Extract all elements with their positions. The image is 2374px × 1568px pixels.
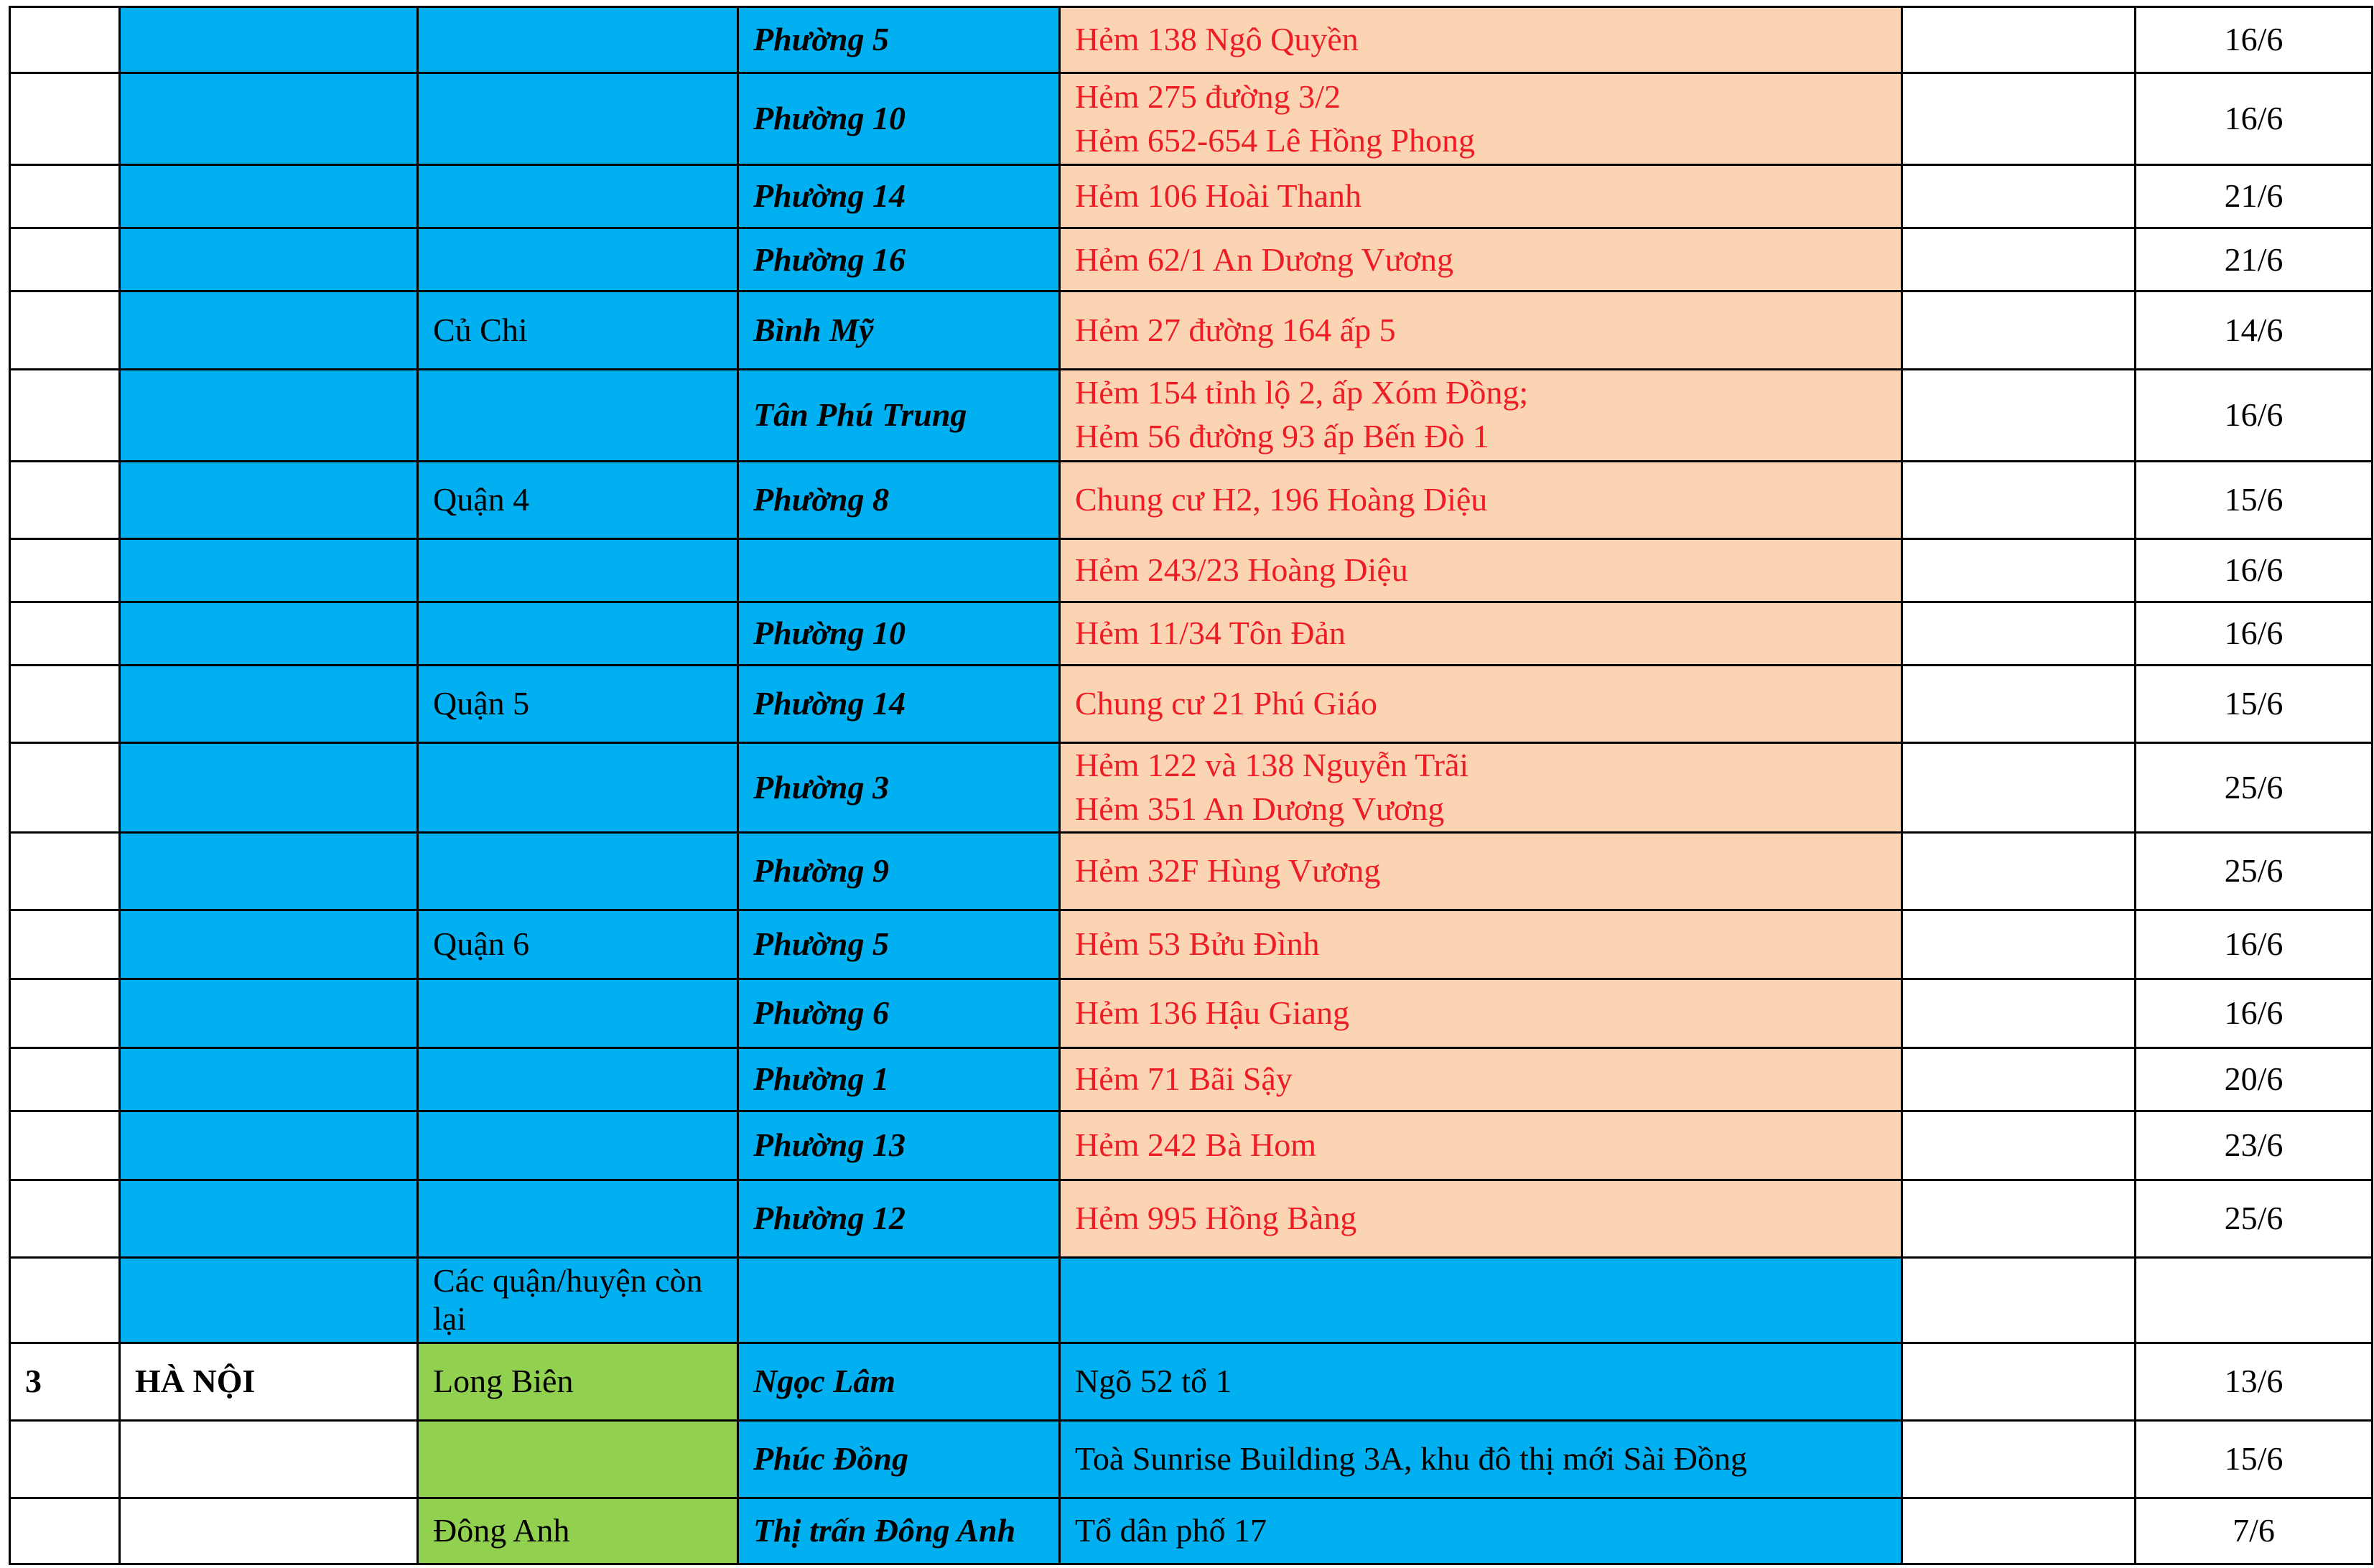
address-cell (1060, 461, 1902, 538)
table-row (10, 369, 2373, 461)
date-cell (2136, 1420, 2373, 1498)
district-label: Quận 6 (433, 925, 530, 963)
table-row (10, 979, 2373, 1047)
date-label: 15/6 (2224, 1439, 2284, 1477)
province-cell (120, 7, 418, 73)
district-label: Củ Chi (433, 311, 528, 348)
ward-label: Ngọc Lâm (753, 1362, 896, 1399)
address-cell (1060, 1498, 1902, 1564)
date-cell (2136, 291, 2373, 369)
ward-cell (738, 73, 1060, 165)
ward-label: Phường 10 (753, 615, 906, 652)
note-cell (1902, 165, 2136, 228)
address-line: Hẻm 71 Bãi Sậy (1075, 1060, 1293, 1098)
district-label: Các quận/huyện còn lại (433, 1262, 703, 1337)
stt-cell (10, 666, 120, 743)
stt-cell (10, 461, 120, 538)
date-label: 25/6 (2224, 1200, 2284, 1237)
date-cell (2136, 602, 2373, 665)
date-label: 21/6 (2224, 177, 2284, 215)
stt-cell (10, 291, 120, 369)
date-label: 15/6 (2224, 685, 2284, 722)
stt-cell (10, 1498, 120, 1564)
district-cell (418, 538, 738, 602)
address-cell (1060, 1048, 1902, 1111)
address-cell (1060, 1420, 1902, 1498)
date-cell (2136, 1498, 2373, 1564)
date-cell (2136, 228, 2373, 291)
stt-cell (10, 228, 120, 291)
address-line: Hẻm 122 và 138 Nguyễn Trãi (1075, 747, 1469, 784)
date-label: 25/6 (2224, 768, 2284, 806)
stt-cell (10, 1048, 120, 1111)
date-label: 16/6 (2224, 551, 2284, 588)
ward-label: Phường 9 (753, 851, 890, 889)
province-cell (120, 602, 418, 665)
ward-cell (738, 1498, 1060, 1564)
address-cell (1060, 1343, 1902, 1420)
district-cell (418, 228, 738, 291)
address-line: Hẻm 32F Hùng Vương (1075, 851, 1381, 889)
date-label: 16/6 (2224, 925, 2284, 963)
province-cell (120, 165, 418, 228)
note-cell (1902, 1420, 2136, 1498)
table-row (10, 1420, 2373, 1498)
ward-cell (738, 538, 1060, 602)
stt-cell (10, 73, 120, 165)
province-cell (120, 369, 418, 461)
date-cell (2136, 832, 2373, 910)
address-line: Hẻm 242 Bà Hom (1075, 1126, 1317, 1164)
address-line: Hẻm 62/1 An Dương Vương (1075, 241, 1454, 278)
ward-cell (738, 1048, 1060, 1111)
date-label: 16/6 (2224, 994, 2284, 1032)
table-row (10, 1111, 2373, 1180)
address-line: Hẻm 351 An Dương Vương (1075, 790, 1445, 827)
date-cell (2136, 1111, 2373, 1180)
stt-cell (10, 979, 120, 1047)
province-cell (120, 291, 418, 369)
district-cell (418, 7, 738, 73)
table-body (10, 7, 2373, 1564)
province-cell (120, 743, 418, 833)
date-cell (2136, 1180, 2373, 1258)
note-cell (1902, 1343, 2136, 1420)
note-cell (1902, 1498, 2136, 1564)
address-cell (1060, 743, 1902, 833)
address-cell (1060, 228, 1902, 291)
ward-label: Phường 16 (753, 241, 906, 278)
ward-label: Thị trấn Đông Anh (753, 1512, 1016, 1549)
stt-cell (10, 1420, 120, 1498)
ward-cell (738, 1180, 1060, 1258)
ward-label: Phường 10 (753, 100, 906, 137)
address-line: Hẻm 56 đường 93 ấp Bến Đò 1 (1075, 418, 1489, 455)
ward-cell (738, 228, 1060, 291)
province-cell (120, 666, 418, 743)
stt-cell (10, 832, 120, 910)
date-cell (2136, 1258, 2373, 1343)
district-cell (418, 832, 738, 910)
district-label: Đông Anh (433, 1512, 570, 1549)
ward-label: Phường 5 (753, 21, 890, 58)
address-cell (1060, 979, 1902, 1047)
date-cell (2136, 979, 2373, 1047)
ward-cell (738, 1420, 1060, 1498)
note-cell (1902, 1048, 2136, 1111)
stt-label: 3 (25, 1362, 42, 1399)
ward-cell (738, 979, 1060, 1047)
province-cell (120, 1258, 418, 1343)
table-row (10, 666, 2373, 743)
address-cell (1060, 73, 1902, 165)
table-row (10, 228, 2373, 291)
note-cell (1902, 538, 2136, 602)
date-cell (2136, 369, 2373, 461)
province-label: HÀ NỘI (135, 1362, 256, 1399)
note-cell (1902, 1111, 2136, 1180)
ward-cell (738, 1343, 1060, 1420)
stt-cell (10, 369, 120, 461)
table-row (10, 832, 2373, 910)
district-cell (418, 165, 738, 228)
stt-cell (10, 743, 120, 833)
address-cell (1060, 7, 1902, 73)
ward-label: Bình Mỹ (753, 311, 874, 348)
address-cell (1060, 1258, 1902, 1343)
district-cell (418, 1258, 738, 1343)
stt-cell (10, 1258, 120, 1343)
address-line: Tổ dân phố 17 (1075, 1512, 1267, 1549)
note-cell (1902, 743, 2136, 833)
address-cell (1060, 832, 1902, 910)
date-cell (2136, 743, 2373, 833)
address-line: Hẻm 27 đường 164 ấp 5 (1075, 311, 1396, 348)
note-cell (1902, 7, 2136, 73)
note-cell (1902, 910, 2136, 979)
table-row (10, 1258, 2373, 1343)
date-cell (2136, 1343, 2373, 1420)
date-cell (2136, 666, 2373, 743)
stt-cell (10, 538, 120, 602)
address-line: Hẻm 136 Hậu Giang (1075, 994, 1349, 1032)
date-label: 14/6 (2224, 311, 2284, 348)
province-cell (120, 979, 418, 1047)
address-line: Ngõ 52 tổ 1 (1075, 1362, 1232, 1399)
district-cell (418, 1343, 738, 1420)
date-cell (2136, 538, 2373, 602)
ward-label: Phường 8 (753, 480, 890, 518)
date-label: 16/6 (2224, 100, 2284, 137)
ward-label: Phường 1 (753, 1060, 890, 1098)
address-line: Hẻm 275 đường 3/2 (1075, 78, 1341, 115)
address-cell (1060, 666, 1902, 743)
ward-label: Phường 6 (753, 994, 890, 1032)
ward-cell (738, 1111, 1060, 1180)
note-cell (1902, 461, 2136, 538)
note-cell (1902, 228, 2136, 291)
province-cell (120, 910, 418, 979)
date-label: 23/6 (2224, 1126, 2284, 1164)
address-line: Hẻm 995 Hồng Bàng (1075, 1200, 1357, 1237)
ward-cell (738, 291, 1060, 369)
province-cell (120, 832, 418, 910)
table-row (10, 1343, 2373, 1420)
district-cell (418, 666, 738, 743)
address-cell (1060, 538, 1902, 602)
district-cell (418, 291, 738, 369)
district-cell (418, 1498, 738, 1564)
address-cell (1060, 602, 1902, 665)
table-row (10, 602, 2373, 665)
district-label: Quận 5 (433, 685, 530, 722)
district-cell (418, 73, 738, 165)
ward-cell (738, 743, 1060, 833)
district-cell (418, 1048, 738, 1111)
address-line: Toà Sunrise Building 3A, khu đô thị mới Sài Đồng (1075, 1439, 1747, 1477)
ward-cell (738, 666, 1060, 743)
date-label: 15/6 (2224, 480, 2284, 518)
ward-label: Phường 13 (753, 1126, 906, 1164)
stt-cell (10, 602, 120, 665)
province-cell (120, 1420, 418, 1498)
address-line: Chung cư H2, 196 Hoàng Diệu (1075, 480, 1488, 518)
province-cell (120, 73, 418, 165)
ward-label: Phường 12 (753, 1200, 906, 1237)
note-cell (1902, 291, 2136, 369)
table-row (10, 538, 2373, 602)
stt-cell (10, 1180, 120, 1258)
stt-cell (10, 165, 120, 228)
district-cell (418, 979, 738, 1047)
date-label: 16/6 (2224, 615, 2284, 652)
table-row (10, 73, 2373, 165)
stt-cell (10, 1111, 120, 1180)
note-cell (1902, 1258, 2136, 1343)
district-cell (418, 910, 738, 979)
date-cell (2136, 165, 2373, 228)
date-cell (2136, 73, 2373, 165)
province-cell (120, 1111, 418, 1180)
ward-cell (738, 910, 1060, 979)
date-label: 25/6 (2224, 851, 2284, 889)
note-cell (1902, 832, 2136, 910)
table-row (10, 743, 2373, 833)
ward-cell (738, 461, 1060, 538)
address-cell (1060, 910, 1902, 979)
date-label: 7/6 (2233, 1512, 2275, 1549)
address-cell (1060, 369, 1902, 461)
province-cell (120, 1498, 418, 1564)
district-cell (418, 602, 738, 665)
stt-cell (10, 1343, 120, 1420)
stt-cell (10, 910, 120, 979)
province-cell (120, 1180, 418, 1258)
ward-cell (738, 7, 1060, 73)
table-row (10, 910, 2373, 979)
date-label: 21/6 (2224, 241, 2284, 278)
district-cell (418, 1420, 738, 1498)
province-cell (120, 228, 418, 291)
address-line: Hẻm 154 tỉnh lộ 2, ấp Xóm Đồng; (1075, 374, 1529, 411)
province-cell (120, 538, 418, 602)
address-cell (1060, 165, 1902, 228)
district-cell (418, 1111, 738, 1180)
table-row (10, 461, 2373, 538)
district-cell (418, 369, 738, 461)
district-label: Long Biên (433, 1362, 574, 1399)
district-label: Quận 4 (433, 480, 530, 518)
address-line: Hẻm 138 Ngô Quyền (1075, 21, 1359, 58)
ward-label: Tân Phú Trung (753, 396, 967, 433)
ward-label: Phúc Đồng (753, 1439, 908, 1477)
address-cell (1060, 1111, 1902, 1180)
table-row (10, 1180, 2373, 1258)
ward-cell (738, 369, 1060, 461)
district-cell (418, 461, 738, 538)
address-cell (1060, 1180, 1902, 1258)
ward-cell (738, 165, 1060, 228)
date-cell (2136, 1048, 2373, 1111)
ward-label: Phường 5 (753, 925, 890, 963)
address-line: Hẻm 106 Hoài Thanh (1075, 177, 1362, 215)
note-cell (1902, 666, 2136, 743)
table-row (10, 291, 2373, 369)
province-cell (120, 1048, 418, 1111)
table-row (10, 1048, 2373, 1111)
date-cell (2136, 7, 2373, 73)
address-cell (1060, 291, 1902, 369)
note-cell (1902, 73, 2136, 165)
date-label: 20/6 (2224, 1060, 2284, 1098)
note-cell (1902, 602, 2136, 665)
table-row (10, 7, 2373, 73)
province-cell (120, 1343, 418, 1420)
address-line: Chung cư 21 Phú Giáo (1075, 685, 1378, 722)
address-line: Hẻm 11/34 Tôn Đản (1075, 615, 1346, 652)
date-label: 16/6 (2224, 396, 2284, 433)
address-line: Hẻm 652-654 Lê Hồng Phong (1075, 121, 1476, 159)
date-label: 16/6 (2224, 21, 2284, 58)
date-cell (2136, 910, 2373, 979)
address-line: Hẻm 243/23 Hoàng Diệu (1075, 551, 1408, 588)
ward-cell (738, 832, 1060, 910)
note-cell (1902, 979, 2136, 1047)
note-cell (1902, 1180, 2136, 1258)
district-cell (418, 1180, 738, 1258)
outbreak-locations-table (9, 6, 2373, 1565)
date-label: 13/6 (2224, 1362, 2284, 1399)
ward-label: Phường 3 (753, 768, 890, 806)
ward-label: Phường 14 (753, 177, 906, 215)
stt-cell (10, 7, 120, 73)
ward-cell (738, 602, 1060, 665)
table-row (10, 165, 2373, 228)
address-line: Hẻm 53 Bửu Đình (1075, 925, 1320, 963)
district-cell (418, 743, 738, 833)
table-row (10, 1498, 2373, 1564)
ward-label: Phường 14 (753, 685, 906, 722)
province-cell (120, 461, 418, 538)
ward-cell (738, 1258, 1060, 1343)
date-cell (2136, 461, 2373, 538)
note-cell (1902, 369, 2136, 461)
